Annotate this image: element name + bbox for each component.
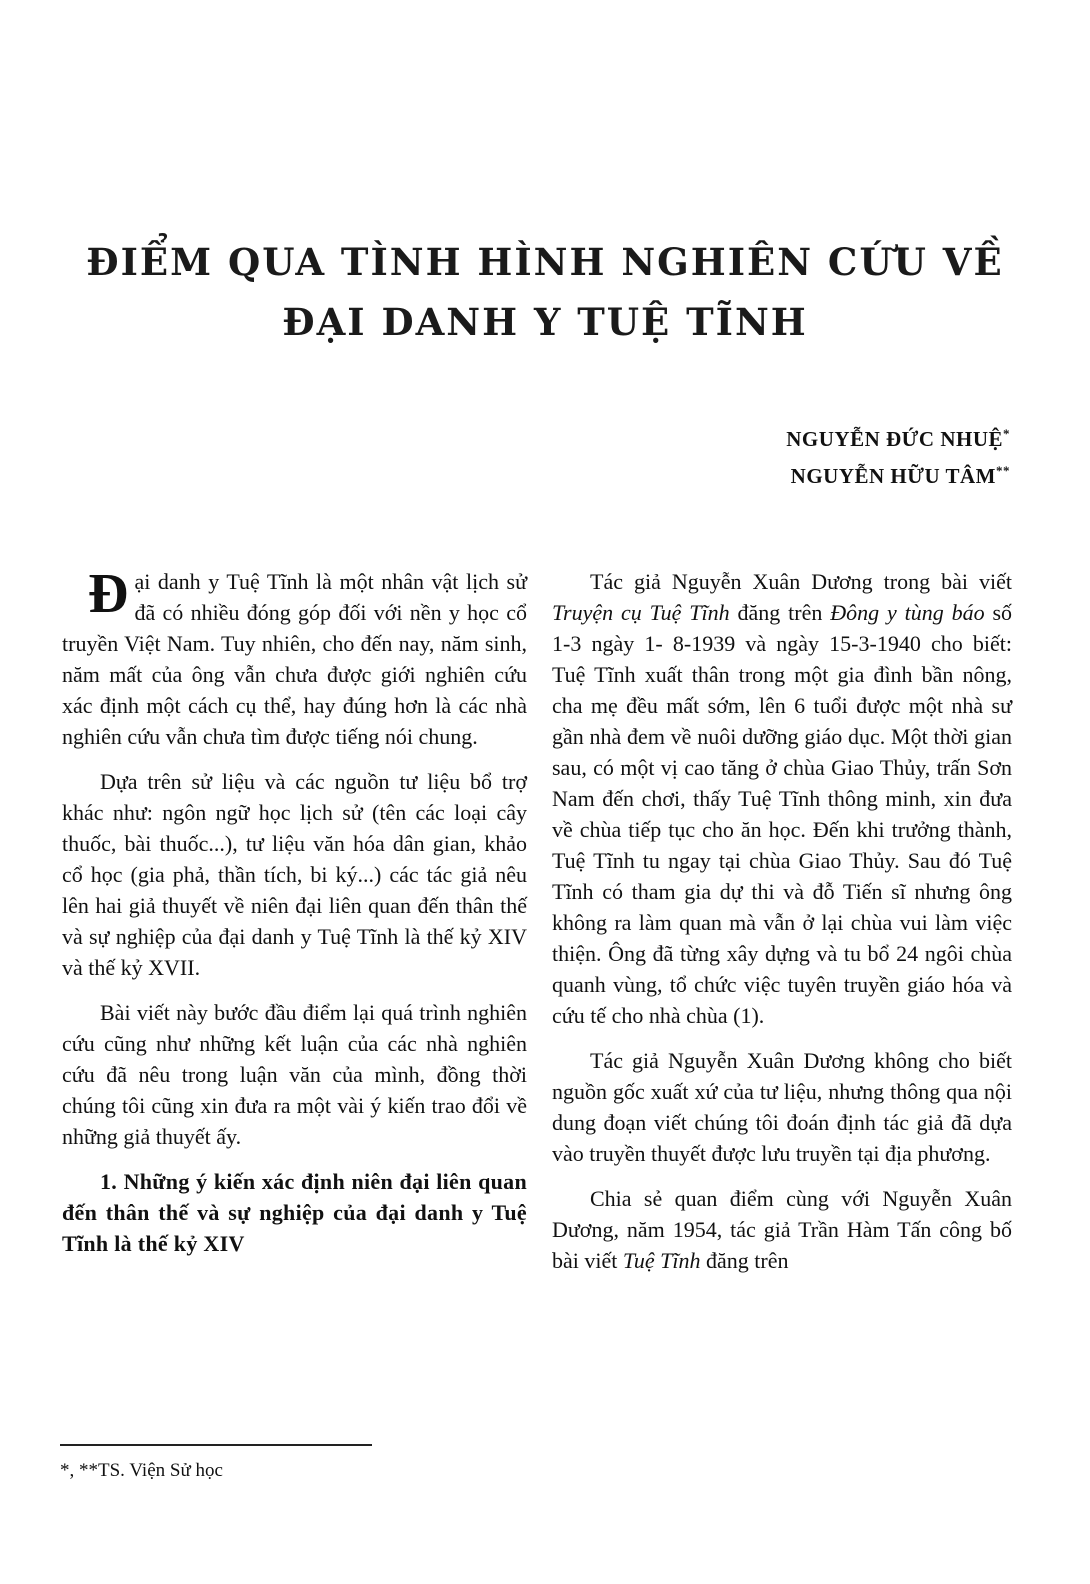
author-block [786,418,1010,492]
journal-title: Đông y tùng báo [830,600,985,625]
author-2 [786,455,1010,492]
author-2-name: NGUYỄN HỮU TÂM [790,464,996,488]
intro-text: ại danh y Tuệ Tĩnh là một nhân vật lịch sử đã có nhiều đóng góp đối với nền y học cổ truyền Việt Nam. Tuy nhiên, cho đến nay, năm sinh, năm mất của ông vẫn chưa được giới nghiên cứu xác định một cách cụ thể, hay đúng hơn là các nhà nghiên cứu vẫn chưa tìm được tiếng nói chung. [62,569,527,749]
right-column [552,566,1012,1290]
work-title-truyen: Truyện cụ Tuệ Tĩnh [552,600,730,625]
author-1 [786,418,1010,455]
duong-text-c: số 1-3 ngày 1- 8-1939 và ngày 15-3-1940 cho biết: Tuệ Tĩnh xuất thân trong một gia đình bần nông, cha mẹ đều mất sớm, lên 6 tuổi được một nhà sư gần nhà đem về nuôi dưỡng giáo dục. Một thời gian sau, có một vị cao tăng ở chùa Giao Thủy, trấn Sơn Nam đến chơi, thấy Tuệ Tĩnh thông minh, xin đưa về chùa tiếp tục cho ăn học. Đến khi trưởng thành, Tuệ Tĩnh tu ngay tại chùa Giao Thủy. Sau đó Tuệ Tĩnh có tham gia dự thi và đỗ Tiến sĩ nhưng ông không ra làm quan mà vẫn ở lại chùa vui làm việc thiện. Ông đã từng xây dựng và tu bổ 24 ngôi chùa quanh vùng, tổ chức việc tuyên truyền giáo hóa và cứu tế cho nhà chùa (1). [552,600,1013,1028]
intro-paragraph [62,563,527,752]
tan-paragraph [552,1183,1012,1276]
footnote-divider [60,1444,372,1446]
title-line-1: ĐIỂM QUA TÌNH HÌNH NGHIÊN CỨU VỀ [86,240,1004,284]
duong-text-a: Tác giả Nguyễn Xuân Dương trong bài viết [590,569,1012,594]
duong-paragraph [552,566,1012,1031]
article-title [0,232,1090,352]
author-1-name: NGUYỄN ĐỨC NHUỆ [786,427,1003,451]
left-column [62,563,527,1273]
author-1-mark: * [1003,426,1010,441]
footnote: *, **TS. Viện Sử học [60,1460,223,1481]
title-line-2: ĐẠI DANH Y TUỆ TĨNH [282,300,808,344]
purpose-paragraph: Bài viết này bước đầu điểm lại quá trình nghiên cứu cũng như những kết luận của các nhà nghiên cứu đã nêu trong luận văn của mình, đồng thời chúng tôi cũng xin đưa ra một vài ý kiến trao đổi về những giả thuyết ấy. [62,1000,527,1149]
section-heading: 1. Những ý kiến xác định niên đại liên quan đến thân thế và sự nghiệp của đại danh y Tuệ Tĩnh là thế kỷ XIV [62,1169,527,1256]
sources-paragraph: Dựa trên sử liệu và các nguồn tư liệu bổ trợ khác như: ngôn ngữ học lịch sử (tên các loại cây thuốc, bài thuốc...), tư liệu văn hóa dân gian, khảo cổ học (gia phả, thần tích, bi ký...) các tác giả nêu lên hai giả thuyết về niên đại liên quan đến thân thế và sự nghiệp của đại danh y Tuệ Tĩnh là thế kỷ XIV và thế kỷ XVII. [62,769,527,980]
tan-text-b: đăng trên [700,1248,789,1273]
source-comment-paragraph: Tác giả Nguyễn Xuân Dương không cho biết nguồn gốc xuất xứ của tư liệu, nhưng thông qua nội dung đoạn viết chúng tôi đoán định tác giả đã dựa vào truyền thuyết được lưu truyền tại địa phương. [552,1048,1012,1166]
work-title-tue-tinh: Tuệ Tĩnh [622,1248,701,1273]
duong-text-b: đăng trên [729,600,831,625]
drop-cap: Đ [88,563,129,625]
tan-text-a: Chia sẻ quan điểm cùng với Nguyễn Xuân Dương, năm 1954, tác giả Trần Hàm Tấn công bố bài viết [552,1186,1012,1273]
author-2-mark: ** [996,463,1010,478]
